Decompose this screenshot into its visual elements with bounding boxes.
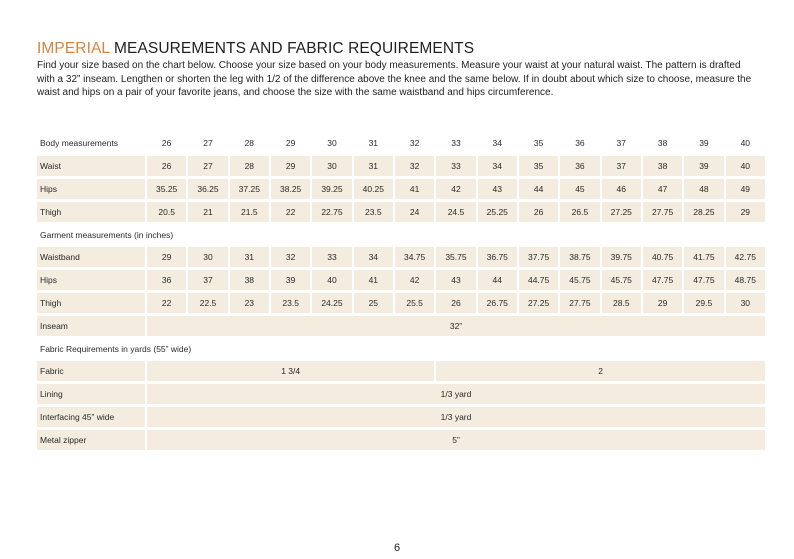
measurements-table xyxy=(35,130,767,453)
row-label: Waist xyxy=(37,156,145,176)
size-header: 37 xyxy=(616,138,626,148)
fabric-section-heading: Fabric Requirements in yards (55” wide) xyxy=(40,343,192,354)
table-row-garment-thigh xyxy=(37,293,765,313)
table-cell: 34 xyxy=(478,156,517,176)
table-cell: 36 xyxy=(560,156,599,176)
table-cell: 33 xyxy=(436,156,475,176)
table-cell: 38.75 xyxy=(560,247,599,267)
table-cell: 39.75 xyxy=(602,247,641,267)
table-cell: 45.75 xyxy=(560,270,599,290)
size-header: 30 xyxy=(327,138,337,148)
table-cell: 34 xyxy=(354,247,393,267)
row-label: Hips xyxy=(37,270,145,290)
table-cell: 29 xyxy=(643,293,682,313)
table-cell: 21 xyxy=(188,202,227,222)
table-cell: 41 xyxy=(395,179,434,199)
table-cell: 30 xyxy=(726,293,765,313)
table-cell: 44 xyxy=(478,270,517,290)
table-cell: 39.25 xyxy=(312,179,351,199)
row-label: Hips xyxy=(37,179,145,199)
table-cell: 26 xyxy=(436,293,475,313)
size-header: 34 xyxy=(492,138,503,148)
table-cell: 44.75 xyxy=(519,270,558,290)
table-cell: 32 xyxy=(395,156,434,176)
table-cell: 47 xyxy=(643,179,682,199)
table-row-fabric xyxy=(37,361,765,381)
table-row-garment-waistband xyxy=(37,247,765,267)
table-cell: 26 xyxy=(519,202,558,222)
size-header: 31 xyxy=(368,138,379,148)
table-cell: 35.25 xyxy=(147,179,186,199)
table-cell: 48.75 xyxy=(726,270,765,290)
table-cell: 39 xyxy=(271,270,310,290)
table-cell: 38.25 xyxy=(271,179,310,199)
interfacing-value: 1/3 yard xyxy=(147,407,765,427)
table-row-inseam xyxy=(37,316,765,336)
table-cell: 43 xyxy=(436,270,475,290)
table-row-body-waist xyxy=(37,156,765,176)
table-cell: 30 xyxy=(312,156,351,176)
row-label: Interfacing 45” wide xyxy=(37,407,145,427)
table-cell: 25.5 xyxy=(395,293,434,313)
fabric-value-small-sizes: 1 3/4 xyxy=(147,361,434,381)
garment-section-row xyxy=(37,225,765,244)
table-cell: 35.75 xyxy=(436,247,475,267)
table-cell: 48 xyxy=(684,179,723,199)
row-label: Thigh xyxy=(37,293,145,313)
table-cell: 36.25 xyxy=(188,179,227,199)
table-cell: 35 xyxy=(519,156,558,176)
size-header: 27 xyxy=(203,138,213,148)
size-header: 33 xyxy=(451,138,461,148)
body-header-label: Body measurements xyxy=(40,138,118,148)
row-label: Lining xyxy=(37,384,145,404)
fabric-section-row xyxy=(37,339,765,358)
table-cell: 27.75 xyxy=(643,202,682,222)
table-row-body-hips xyxy=(37,179,765,199)
table-cell: 33 xyxy=(312,247,351,267)
table-cell: 37.25 xyxy=(230,179,269,199)
size-header: 32 xyxy=(409,138,420,148)
table-cell: 34.75 xyxy=(395,247,434,267)
table-cell: 31 xyxy=(354,156,393,176)
table-cell: 45.75 xyxy=(602,270,641,290)
table-row-interfacing xyxy=(37,407,765,427)
table-cell: 37.75 xyxy=(519,247,558,267)
table-cell: 40.75 xyxy=(643,247,682,267)
table-row-lining xyxy=(37,384,765,404)
table-cell: 37 xyxy=(602,156,641,176)
table-cell: 31 xyxy=(230,247,269,267)
table-cell: 40.25 xyxy=(354,179,393,199)
table-row-body-thigh xyxy=(37,202,765,222)
table-cell: 27.25 xyxy=(519,293,558,313)
table-cell: 24 xyxy=(395,202,434,222)
table-cell: 23.5 xyxy=(271,293,310,313)
table-cell: 26.5 xyxy=(560,202,599,222)
table-cell: 30 xyxy=(188,247,227,267)
table-cell: 28.5 xyxy=(602,293,641,313)
table-cell: 27.25 xyxy=(602,202,641,222)
table-cell: 39 xyxy=(684,156,723,176)
title-accent: IMPERIAL xyxy=(37,40,110,57)
table-cell: 26 xyxy=(147,156,186,176)
row-label: Fabric xyxy=(37,361,145,381)
table-cell: 32 xyxy=(271,247,310,267)
table-cell: 22.5 xyxy=(188,293,227,313)
table-cell: 38 xyxy=(643,156,682,176)
size-header: 35 xyxy=(533,138,544,148)
size-header: 40 xyxy=(740,138,751,148)
fabric-value-large-sizes: 2 xyxy=(436,361,765,381)
table-cell: 37 xyxy=(188,270,227,290)
table-cell: 47.75 xyxy=(643,270,682,290)
table-cell: 44 xyxy=(519,179,558,199)
row-label: Waistband xyxy=(37,247,145,267)
garment-section-heading: Garment measurements (in inches) xyxy=(40,229,174,240)
table-cell: 26.75 xyxy=(478,293,517,313)
table-cell: 28 xyxy=(230,156,269,176)
size-header: 28 xyxy=(244,138,255,148)
table-cell: 27 xyxy=(188,156,227,176)
table-cell: 29.5 xyxy=(684,293,723,313)
table-cell: 38 xyxy=(230,270,269,290)
row-label: Inseam xyxy=(37,316,145,336)
table-cell: 36 xyxy=(147,270,186,290)
table-cell: 28.25 xyxy=(684,202,723,222)
size-header: 26 xyxy=(161,138,172,148)
table-cell: 23 xyxy=(230,293,269,313)
title-rest: MEASUREMENTS AND FABRIC REQUIREMENTS xyxy=(109,40,475,57)
page-title xyxy=(37,40,769,58)
table-cell: 24.25 xyxy=(312,293,351,313)
intro-paragraph: Find your size based on the chart below. Choose your size based on your body measurements. Measure your waist at your natural waist. The pattern is drafted with a 32” inseam. Lengthen or shorten the leg with 1/2 of the difference above the knee and the same below. If in doubt about which size to choose, measure the waist and hips on a pair of your favorite jeans, and choose the size with the same waistband and hips circumference. xyxy=(37,60,752,98)
table-cell: 46 xyxy=(602,179,641,199)
table-cell: 47.75 xyxy=(684,270,723,290)
table-cell: 29 xyxy=(271,156,310,176)
zipper-value: 5” xyxy=(147,430,765,450)
table-cell: 42 xyxy=(436,179,475,199)
table-cell: 36.75 xyxy=(478,247,517,267)
table-cell: 42 xyxy=(395,270,434,290)
table-cell: 45 xyxy=(560,179,599,199)
size-header: 36 xyxy=(575,138,585,148)
page-number: 6 xyxy=(393,542,401,554)
page-content xyxy=(37,40,769,445)
table-cell: 41 xyxy=(354,270,393,290)
row-label: Thigh xyxy=(37,202,145,222)
table-cell: 27.75 xyxy=(560,293,599,313)
inseam-value: 32” xyxy=(147,316,765,336)
table-cell: 25.25 xyxy=(478,202,517,222)
table-cell: 42.75 xyxy=(726,247,765,267)
table-row-garment-hips xyxy=(37,270,765,290)
size-header: 29 xyxy=(285,138,296,148)
table-cell: 29 xyxy=(147,247,186,267)
table-cell: 20.5 xyxy=(147,202,186,222)
table-cell: 40 xyxy=(312,270,351,290)
body-header-row xyxy=(37,133,765,153)
size-header: 38 xyxy=(657,138,668,148)
table-cell: 22.75 xyxy=(312,202,351,222)
table-cell: 40 xyxy=(726,156,765,176)
table-cell: 49 xyxy=(726,179,765,199)
table-cell: 21.5 xyxy=(230,202,269,222)
size-header: 39 xyxy=(699,138,709,148)
table-cell: 24.5 xyxy=(436,202,475,222)
row-label: Metal zipper xyxy=(37,430,145,450)
table-cell: 22 xyxy=(147,293,186,313)
table-cell: 25 xyxy=(354,293,393,313)
table-cell: 23.5 xyxy=(354,202,393,222)
table-cell: 41.75 xyxy=(684,247,723,267)
table-cell: 43 xyxy=(478,179,517,199)
table-cell: 29 xyxy=(726,202,765,222)
table-cell: 22 xyxy=(271,202,310,222)
lining-value: 1/3 yard xyxy=(147,384,765,404)
table-row-zipper xyxy=(37,430,765,450)
